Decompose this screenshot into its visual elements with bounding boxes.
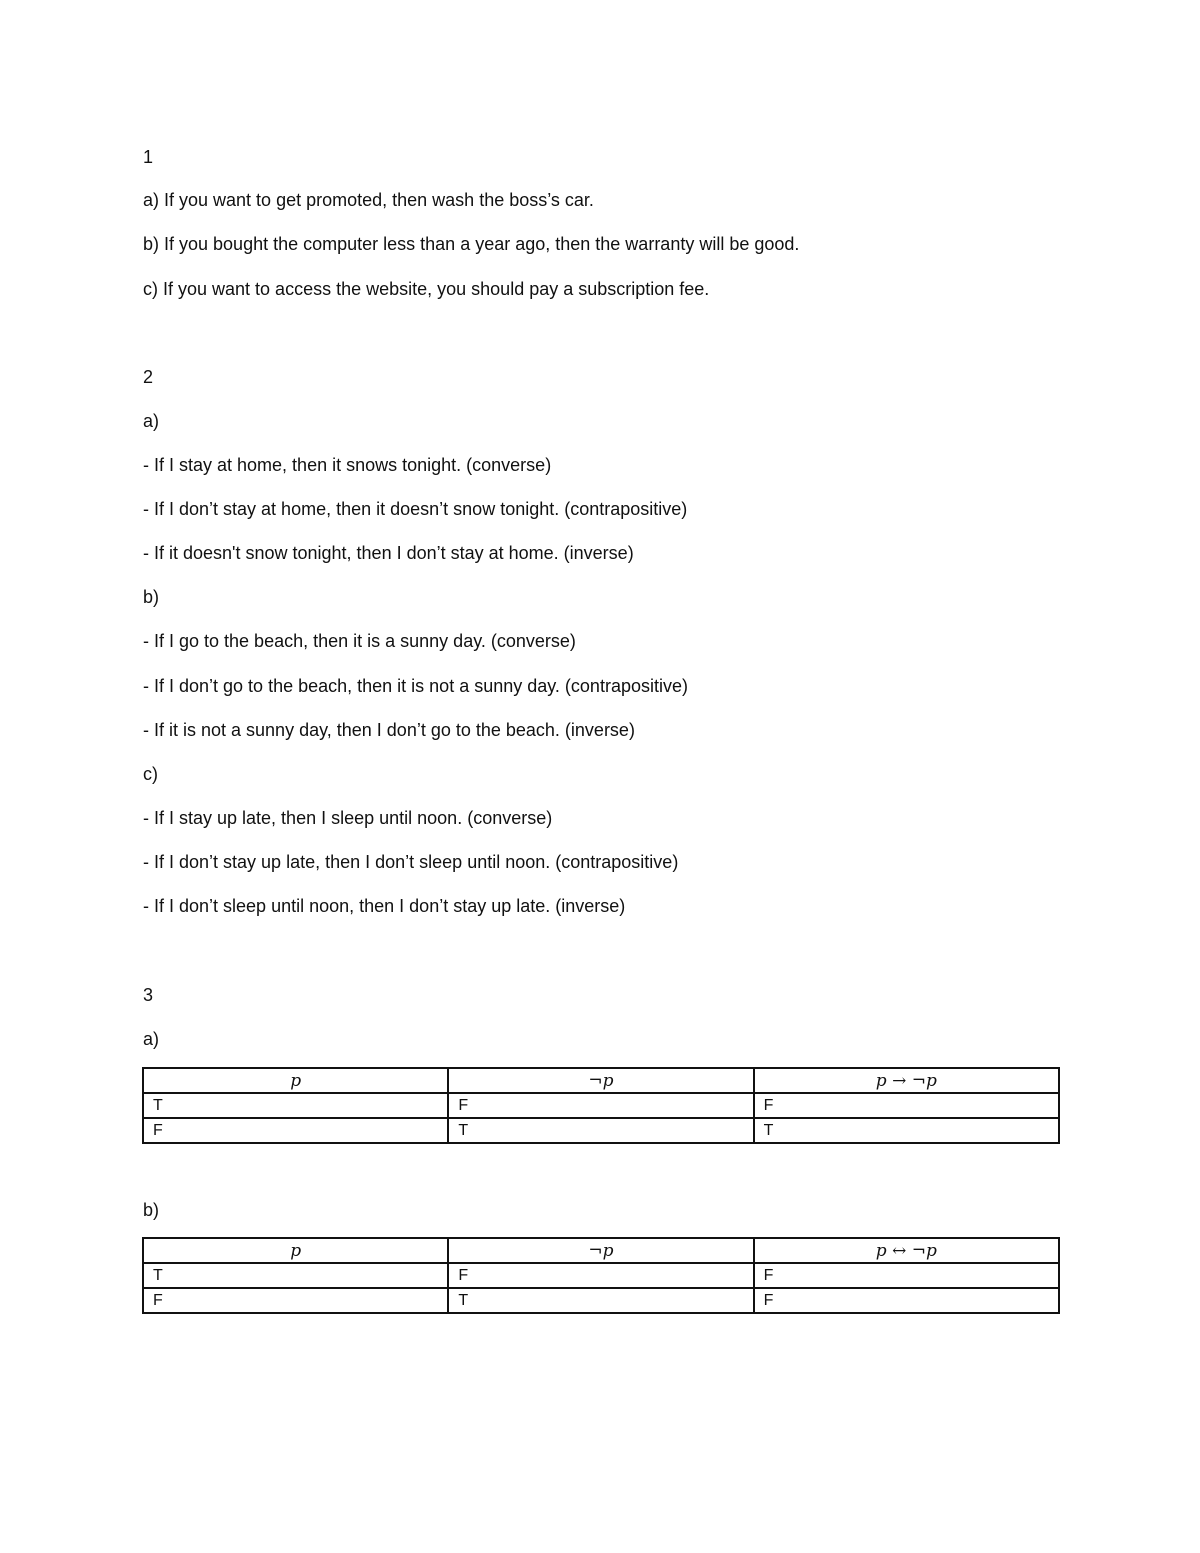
table-cell: T xyxy=(754,1118,1059,1143)
section-2-part-a-label: a) xyxy=(143,411,160,431)
table-row xyxy=(143,1263,1059,1288)
table-cell: F xyxy=(754,1288,1059,1313)
truth-table-biconditional xyxy=(142,1237,1060,1314)
section-2-part-c-converse: - If I stay up late, then I sleep until noon. (converse) xyxy=(143,808,553,828)
section-1-item-a: a) If you want to get promoted, then wash the boss’s car. xyxy=(143,190,594,210)
section-1-item-c: c) If you want to access the website, you should pay a subscription fee. xyxy=(143,279,710,299)
table-cell: T xyxy=(143,1263,448,1288)
table-cell: F xyxy=(143,1288,448,1313)
section-2-part-b-inverse: - If it is not a sunny day, then I don’t go to the beach. (inverse) xyxy=(143,720,635,740)
section-2-part-c-inverse: - If I don’t sleep until noon, then I don’t stay up late. (inverse) xyxy=(143,896,626,916)
section-2-part-a-contrapositive: - If I don’t stay at home, then it doesn’t snow tonight. (contrapositive) xyxy=(143,499,688,519)
table-cell: T xyxy=(143,1093,448,1118)
section-3-number: 3 xyxy=(143,985,154,1005)
table-cell: F xyxy=(448,1263,753,1288)
section-2-part-c-label: c) xyxy=(143,764,158,784)
header-not-p: ¬p xyxy=(448,1068,753,1093)
table-cell: T xyxy=(448,1288,753,1313)
header-p: p xyxy=(143,1238,448,1263)
header-not-p: ¬p xyxy=(448,1238,753,1263)
header-p-iff-not-p: p ↔ ¬p xyxy=(754,1238,1059,1263)
section-2-part-c-contrapositive: - If I don’t stay up late, then I don’t sleep until noon. (contrapositive) xyxy=(143,852,679,872)
table-cell: F xyxy=(143,1118,448,1143)
section-2-number: 2 xyxy=(143,367,154,387)
section-2-part-a-inverse: - If it doesn't snow tonight, then I don’t stay at home. (inverse) xyxy=(143,543,634,563)
table-cell: T xyxy=(448,1118,753,1143)
table-cell: F xyxy=(448,1093,753,1118)
table-row xyxy=(143,1288,1059,1313)
section-2-part-b-contrapositive: - If I don’t go to the beach, then it is not a sunny day. (contrapositive) xyxy=(143,676,688,696)
truth-table-header-row xyxy=(143,1238,1059,1263)
section-1-number: 1 xyxy=(143,147,154,167)
section-3-part-a-label: a) xyxy=(143,1029,160,1049)
truth-table-header-row xyxy=(143,1068,1059,1093)
table-row xyxy=(143,1118,1059,1143)
truth-table-implication xyxy=(142,1067,1060,1144)
section-1-item-b: b) If you bought the computer less than a year ago, then the warranty will be good. xyxy=(143,234,800,254)
section-2-part-b-converse: - If I go to the beach, then it is a sunny day. (converse) xyxy=(143,631,576,651)
table-cell: F xyxy=(754,1093,1059,1118)
section-2-part-b-label: b) xyxy=(143,587,160,607)
table-cell: F xyxy=(754,1263,1059,1288)
section-3-part-b-label: b) xyxy=(143,1200,160,1220)
table-row xyxy=(143,1093,1059,1118)
header-p-implies-not-p: p → ¬p xyxy=(754,1068,1059,1093)
section-2-part-a-converse: - If I stay at home, then it snows tonight. (converse) xyxy=(143,455,552,475)
header-p: p xyxy=(143,1068,448,1093)
